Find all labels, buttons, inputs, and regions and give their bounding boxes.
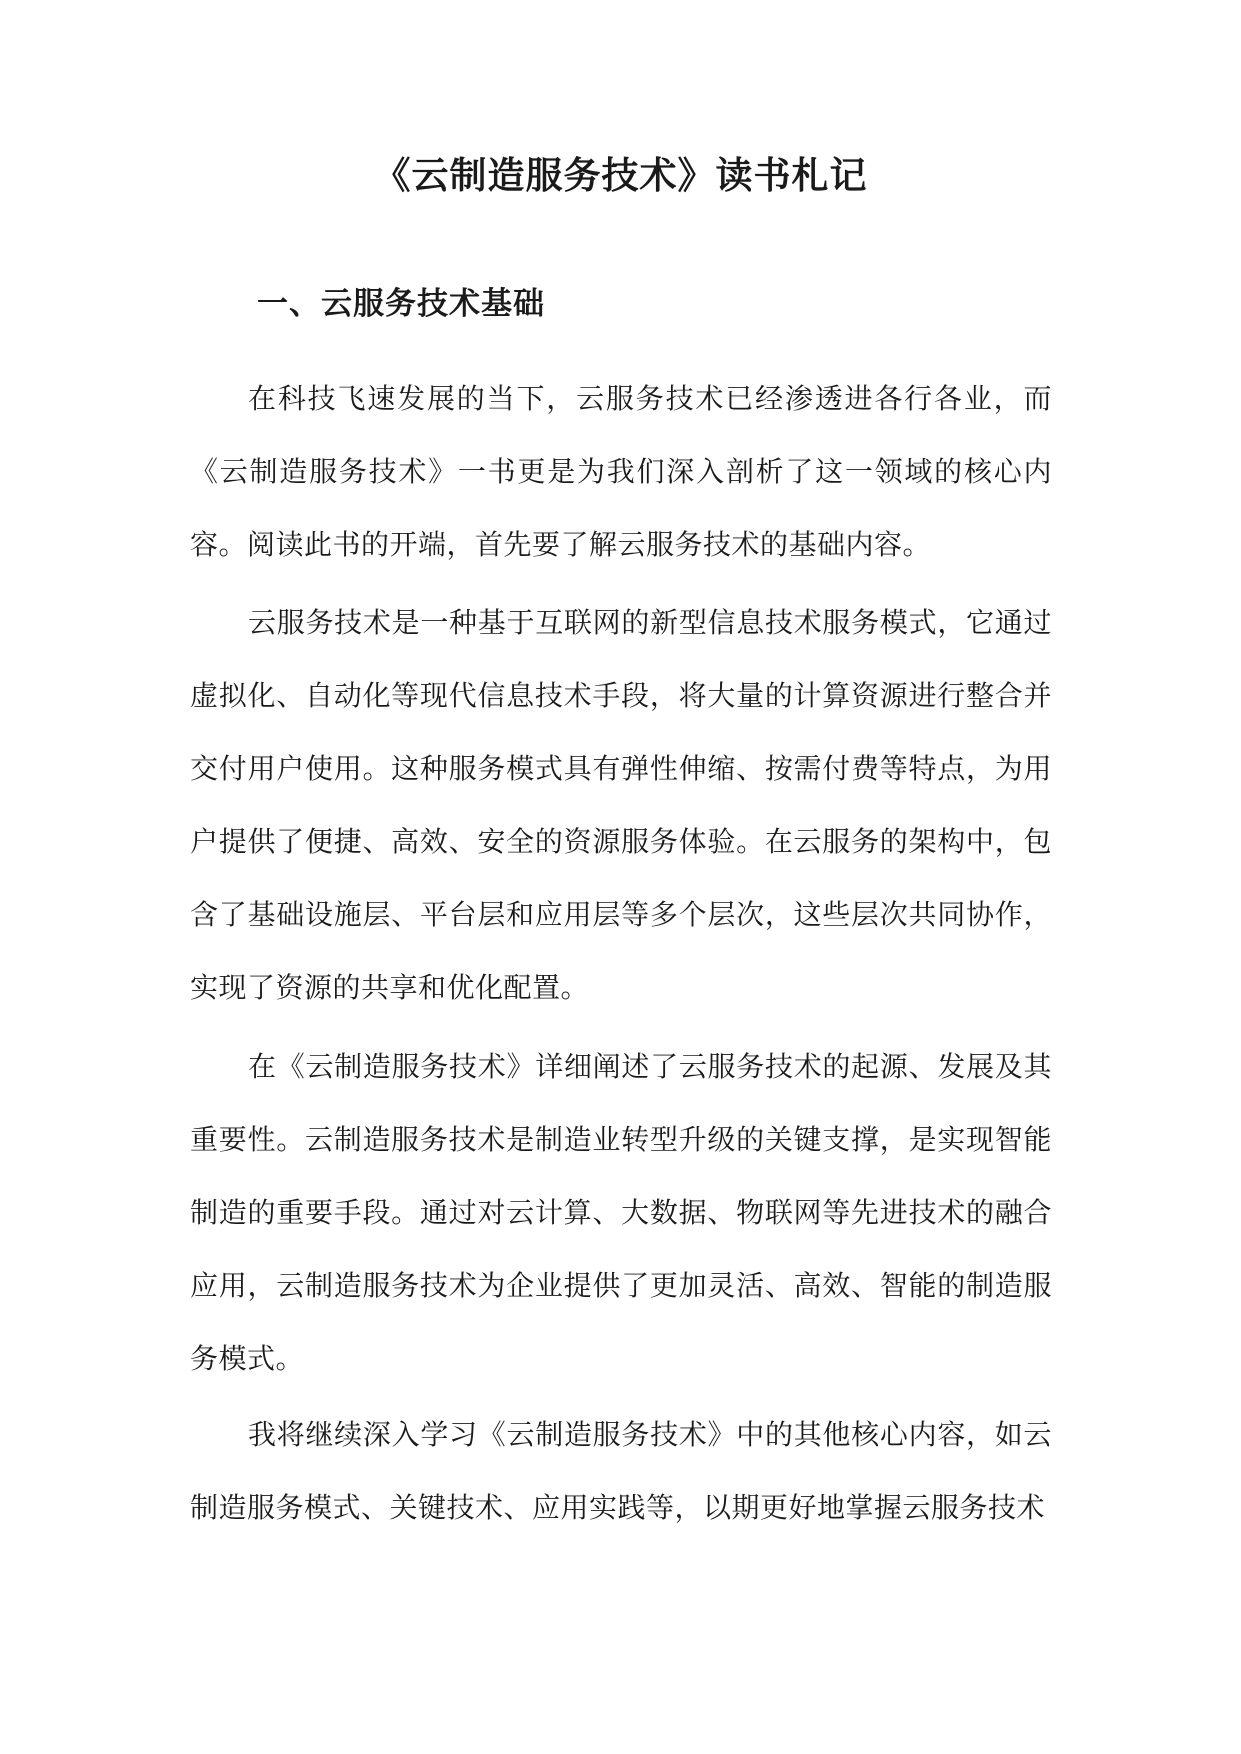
section-heading: 一、云服务技术基础 — [257, 286, 545, 322]
paragraph-1: 在科技飞速发展的当下，云服务技术已经渗透进各行各业，而《云制造服务技术》一书更是为我们深入剖析了这一领域的核心内容。阅读此书的开端，首先要了解云服务技术的基础内容。 — [190, 382, 1052, 561]
document-title: 《云制造服务技术》读书札记 — [373, 153, 868, 197]
paragraph-4: 我将继续深入学习《云制造服务技术》中的其他核心内容，如云制造服务模式、关键技术、应用实践等，以期更好地掌握云服务技术 — [190, 1418, 1052, 1524]
paragraph-2: 云服务技术是一种基于互联网的新型信息技术服务模式，它通过虚拟化、自动化等现代信息技术手段，将大量的计算资源进行整合并交付用户使用。这种服务模式具有弹性伸缩、按需付费等特点，为用户提供了便捷、高效、安全的资源服务体验。在云服务的架构中，包含了基础设施层、平台层和应用层等多个层次，这些层次共同协作，实现了资源的共享和优化配置。 — [190, 606, 1052, 1004]
paragraph-3: 在《云制造服务技术》详细阐述了云服务技术的起源、发展及其重要性。云制造服务技术是制造业转型升级的关键支撑，是实现智能制造的重要手段。通过对云计算、大数据、物联网等先进技术的融合应用，云制造服务技术为企业提供了更加灵活、高效、智能的制造服务模式。 — [190, 1050, 1052, 1375]
